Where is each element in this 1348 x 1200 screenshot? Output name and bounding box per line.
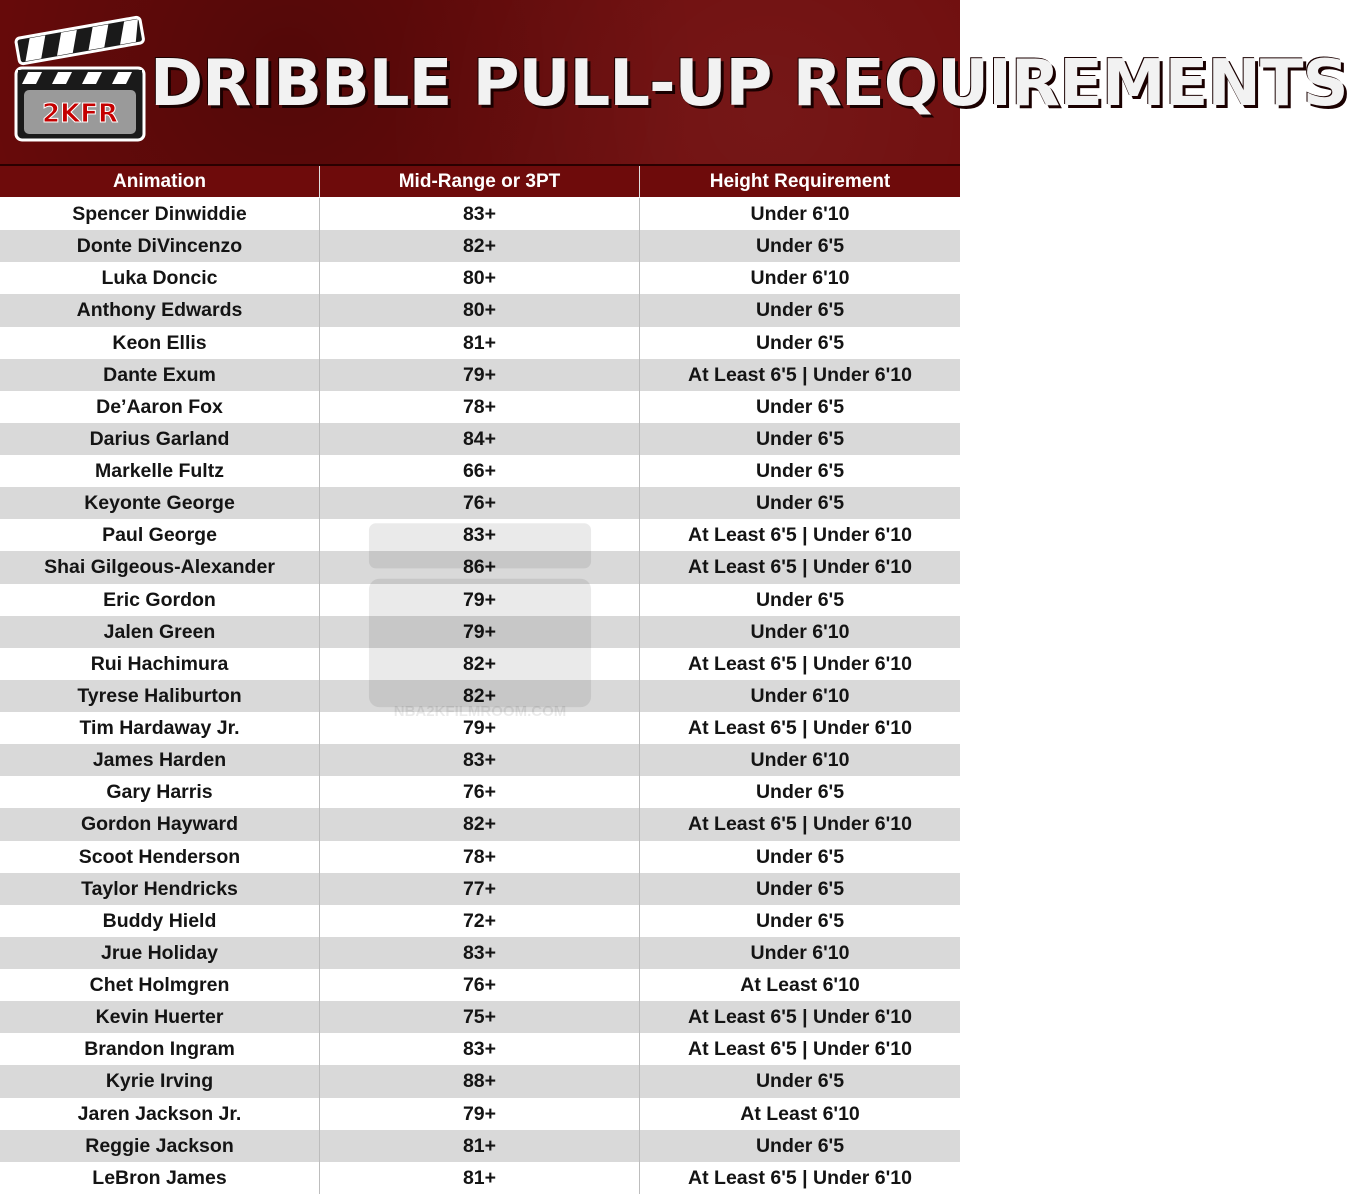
cell-animation: Buddy Hield xyxy=(0,905,320,937)
cell-height-requirement: Under 6'5 xyxy=(755,331,845,354)
cell-shooting-rating: 80+ xyxy=(320,294,640,326)
cell-animation: Gary Harris xyxy=(0,776,320,808)
cell-shooting-rating: 83+ xyxy=(320,744,640,776)
cell-height-requirement: Under 6'5 xyxy=(755,235,845,258)
cell-shooting-rating: 82+ xyxy=(320,230,640,262)
cell-height-requirement: Under 6'5 xyxy=(755,299,845,322)
table-row xyxy=(0,584,960,616)
cell-animation: Spencer Dinwiddie xyxy=(0,198,320,230)
table-row xyxy=(0,1001,960,1033)
cell-animation: Brandon Ingram xyxy=(0,1033,320,1065)
table-row xyxy=(0,744,960,776)
cell-animation: De’Aaron Fox xyxy=(0,391,320,423)
cell-height-requirement: Under 6'10 xyxy=(750,267,850,290)
cell-height-requirement: Under 6'5 xyxy=(755,845,845,868)
cell-height-requirement: Under 6'5 xyxy=(755,1134,845,1157)
cell-animation: Keon Ellis xyxy=(0,327,320,359)
cell-shooting-rating: 79+ xyxy=(320,712,640,744)
cell-shooting-rating: 76+ xyxy=(320,487,640,519)
cell-height-requirement: At Least 6'5 | Under 6'10 xyxy=(688,1038,912,1061)
cell-shooting-rating: 82+ xyxy=(320,808,640,840)
cell-animation: Jaren Jackson Jr. xyxy=(0,1098,320,1130)
cell-height-requirement: Under 6'10 xyxy=(750,620,850,643)
cell-shooting-rating: 76+ xyxy=(320,776,640,808)
table-row xyxy=(0,551,960,583)
cell-animation: Kevin Huerter xyxy=(0,1001,320,1033)
cell-animation: LeBron James xyxy=(0,1162,320,1194)
table-row xyxy=(0,648,960,680)
cell-animation: Tyrese Haliburton xyxy=(0,680,320,712)
cell-height-requirement: At Least 6'5 | Under 6'10 xyxy=(688,813,912,836)
cell-height-requirement: Under 6'10 xyxy=(750,749,850,772)
cell-height-requirement: At Least 6'5 | Under 6'10 xyxy=(688,363,912,386)
cell-height-requirement: Under 6'10 xyxy=(750,684,850,707)
cell-animation: Jalen Green xyxy=(0,616,320,648)
table-row xyxy=(0,455,960,487)
cell-animation: Chet Holmgren xyxy=(0,969,320,1001)
table-body xyxy=(0,198,960,1194)
cell-animation: Kyrie Irving xyxy=(0,1065,320,1097)
cell-shooting-rating: 79+ xyxy=(320,359,640,391)
cell-shooting-rating: 78+ xyxy=(320,391,640,423)
cell-height-requirement: At Least 6'10 xyxy=(740,974,860,996)
cell-animation: Taylor Hendricks xyxy=(0,873,320,905)
logo-text: 2KFR xyxy=(41,99,119,129)
cell-shooting-rating: 80+ xyxy=(320,262,640,294)
cell-height-requirement: Under 6'5 xyxy=(755,460,845,482)
cell-height-requirement: Under 6'5 xyxy=(755,588,845,611)
table-row xyxy=(0,391,960,423)
table-row xyxy=(0,1162,960,1194)
table-row xyxy=(0,487,960,519)
cell-animation: Luka Doncic xyxy=(0,262,320,294)
table-row xyxy=(0,808,960,840)
table-row xyxy=(0,1130,960,1162)
cell-shooting-rating: 82+ xyxy=(320,648,640,680)
cell-animation: James Harden xyxy=(0,744,320,776)
cell-animation: Tim Hardaway Jr. xyxy=(0,712,320,744)
cell-animation: Keyonte George xyxy=(0,487,320,519)
cell-shooting-rating: 78+ xyxy=(320,841,640,873)
title-banner xyxy=(0,0,1348,166)
cell-height-requirement: Under 6'5 xyxy=(755,781,845,804)
header-shooting-rating: Mid-Range or 3PT xyxy=(320,166,640,197)
cell-animation: Paul George xyxy=(0,519,320,551)
cell-animation: Shai Gilgeous-Alexander xyxy=(0,551,320,583)
cell-animation: Donte DiVincenzo xyxy=(0,230,320,262)
table-row xyxy=(0,937,960,969)
cell-shooting-rating: 75+ xyxy=(320,1001,640,1033)
requirements-table xyxy=(0,166,960,1194)
table-row xyxy=(0,294,960,326)
cell-shooting-rating: 77+ xyxy=(320,873,640,905)
table-row xyxy=(0,230,960,262)
cell-animation: Dante Exum xyxy=(0,359,320,391)
cell-shooting-rating: 72+ xyxy=(320,905,640,937)
table-row xyxy=(0,776,960,808)
table-row xyxy=(0,841,960,873)
cell-shooting-rating: 83+ xyxy=(320,198,640,230)
cell-animation: Anthony Edwards xyxy=(0,294,320,326)
cell-shooting-rating: 66+ xyxy=(320,455,640,487)
table-row xyxy=(0,1065,960,1097)
cell-height-requirement: Under 6'5 xyxy=(755,492,845,515)
cell-height-requirement: Under 6'5 xyxy=(755,395,845,418)
cell-height-requirement: At Least 6'5 | Under 6'10 xyxy=(688,556,912,579)
cell-shooting-rating: 83+ xyxy=(320,1033,640,1065)
cell-animation: Eric Gordon xyxy=(0,584,320,616)
cell-shooting-rating: 86+ xyxy=(320,551,640,583)
cell-shooting-rating: 83+ xyxy=(320,519,640,551)
cell-animation: Reggie Jackson xyxy=(0,1130,320,1162)
cell-shooting-rating: 84+ xyxy=(320,423,640,455)
cell-shooting-rating: 83+ xyxy=(320,937,640,969)
table-row xyxy=(0,1098,960,1130)
table-row xyxy=(0,359,960,391)
table-row xyxy=(0,327,960,359)
cell-shooting-rating: 79+ xyxy=(320,616,640,648)
cell-height-requirement: Under 6'10 xyxy=(750,941,850,964)
cell-height-requirement: Under 6'5 xyxy=(755,427,845,450)
cell-height-requirement: At Least 6'5 | Under 6'10 xyxy=(688,1006,912,1029)
table-header xyxy=(0,166,960,198)
cell-height-requirement: Under 6'5 xyxy=(755,877,845,900)
cell-shooting-rating: 82+ xyxy=(320,680,640,712)
cell-shooting-rating: 79+ xyxy=(320,1098,640,1130)
cell-animation: Darius Garland xyxy=(0,423,320,455)
cell-animation: Jrue Holiday xyxy=(0,937,320,969)
cell-height-requirement: At Least 6'5 | Under 6'10 xyxy=(688,524,912,547)
clapperboard-logo-icon xyxy=(12,22,148,142)
table-row xyxy=(0,423,960,455)
table-row xyxy=(0,873,960,905)
cell-height-requirement: Under 6'5 xyxy=(755,1070,845,1093)
cell-shooting-rating: 76+ xyxy=(320,969,640,1001)
table-row xyxy=(0,616,960,648)
cell-height-requirement: Under 6'5 xyxy=(755,909,845,932)
cell-height-requirement: Under 6'10 xyxy=(750,203,850,225)
cell-shooting-rating: 79+ xyxy=(320,584,640,616)
table-row xyxy=(0,519,960,551)
cell-animation: Scoot Henderson xyxy=(0,841,320,873)
cell-shooting-rating: 81+ xyxy=(320,327,640,359)
cell-animation: Rui Hachimura xyxy=(0,648,320,680)
page-title: DRIBBLE PULL-UP REQUIREMENTS xyxy=(150,47,1348,121)
cell-height-requirement: At Least 6'5 | Under 6'10 xyxy=(688,1166,912,1189)
table-row xyxy=(0,198,960,230)
watermark-text: NBA2KFILMROOM.COM xyxy=(393,703,567,720)
cell-height-requirement: At Least 6'5 | Under 6'10 xyxy=(688,652,912,675)
cell-shooting-rating: 81+ xyxy=(320,1130,640,1162)
table-row xyxy=(0,969,960,1001)
header-animation: Animation xyxy=(0,166,320,197)
table-row xyxy=(0,1033,960,1065)
cell-animation: Markelle Fultz xyxy=(0,455,320,487)
cell-height-requirement: At Least 6'5 | Under 6'10 xyxy=(688,717,912,739)
table-row xyxy=(0,262,960,294)
cell-height-requirement: At Least 6'10 xyxy=(740,1102,860,1125)
cell-shooting-rating: 88+ xyxy=(320,1065,640,1097)
header-height-requirement: Height Requirement xyxy=(709,171,891,192)
table-row xyxy=(0,905,960,937)
cell-animation: Gordon Hayward xyxy=(0,808,320,840)
cell-shooting-rating: 81+ xyxy=(320,1162,640,1194)
